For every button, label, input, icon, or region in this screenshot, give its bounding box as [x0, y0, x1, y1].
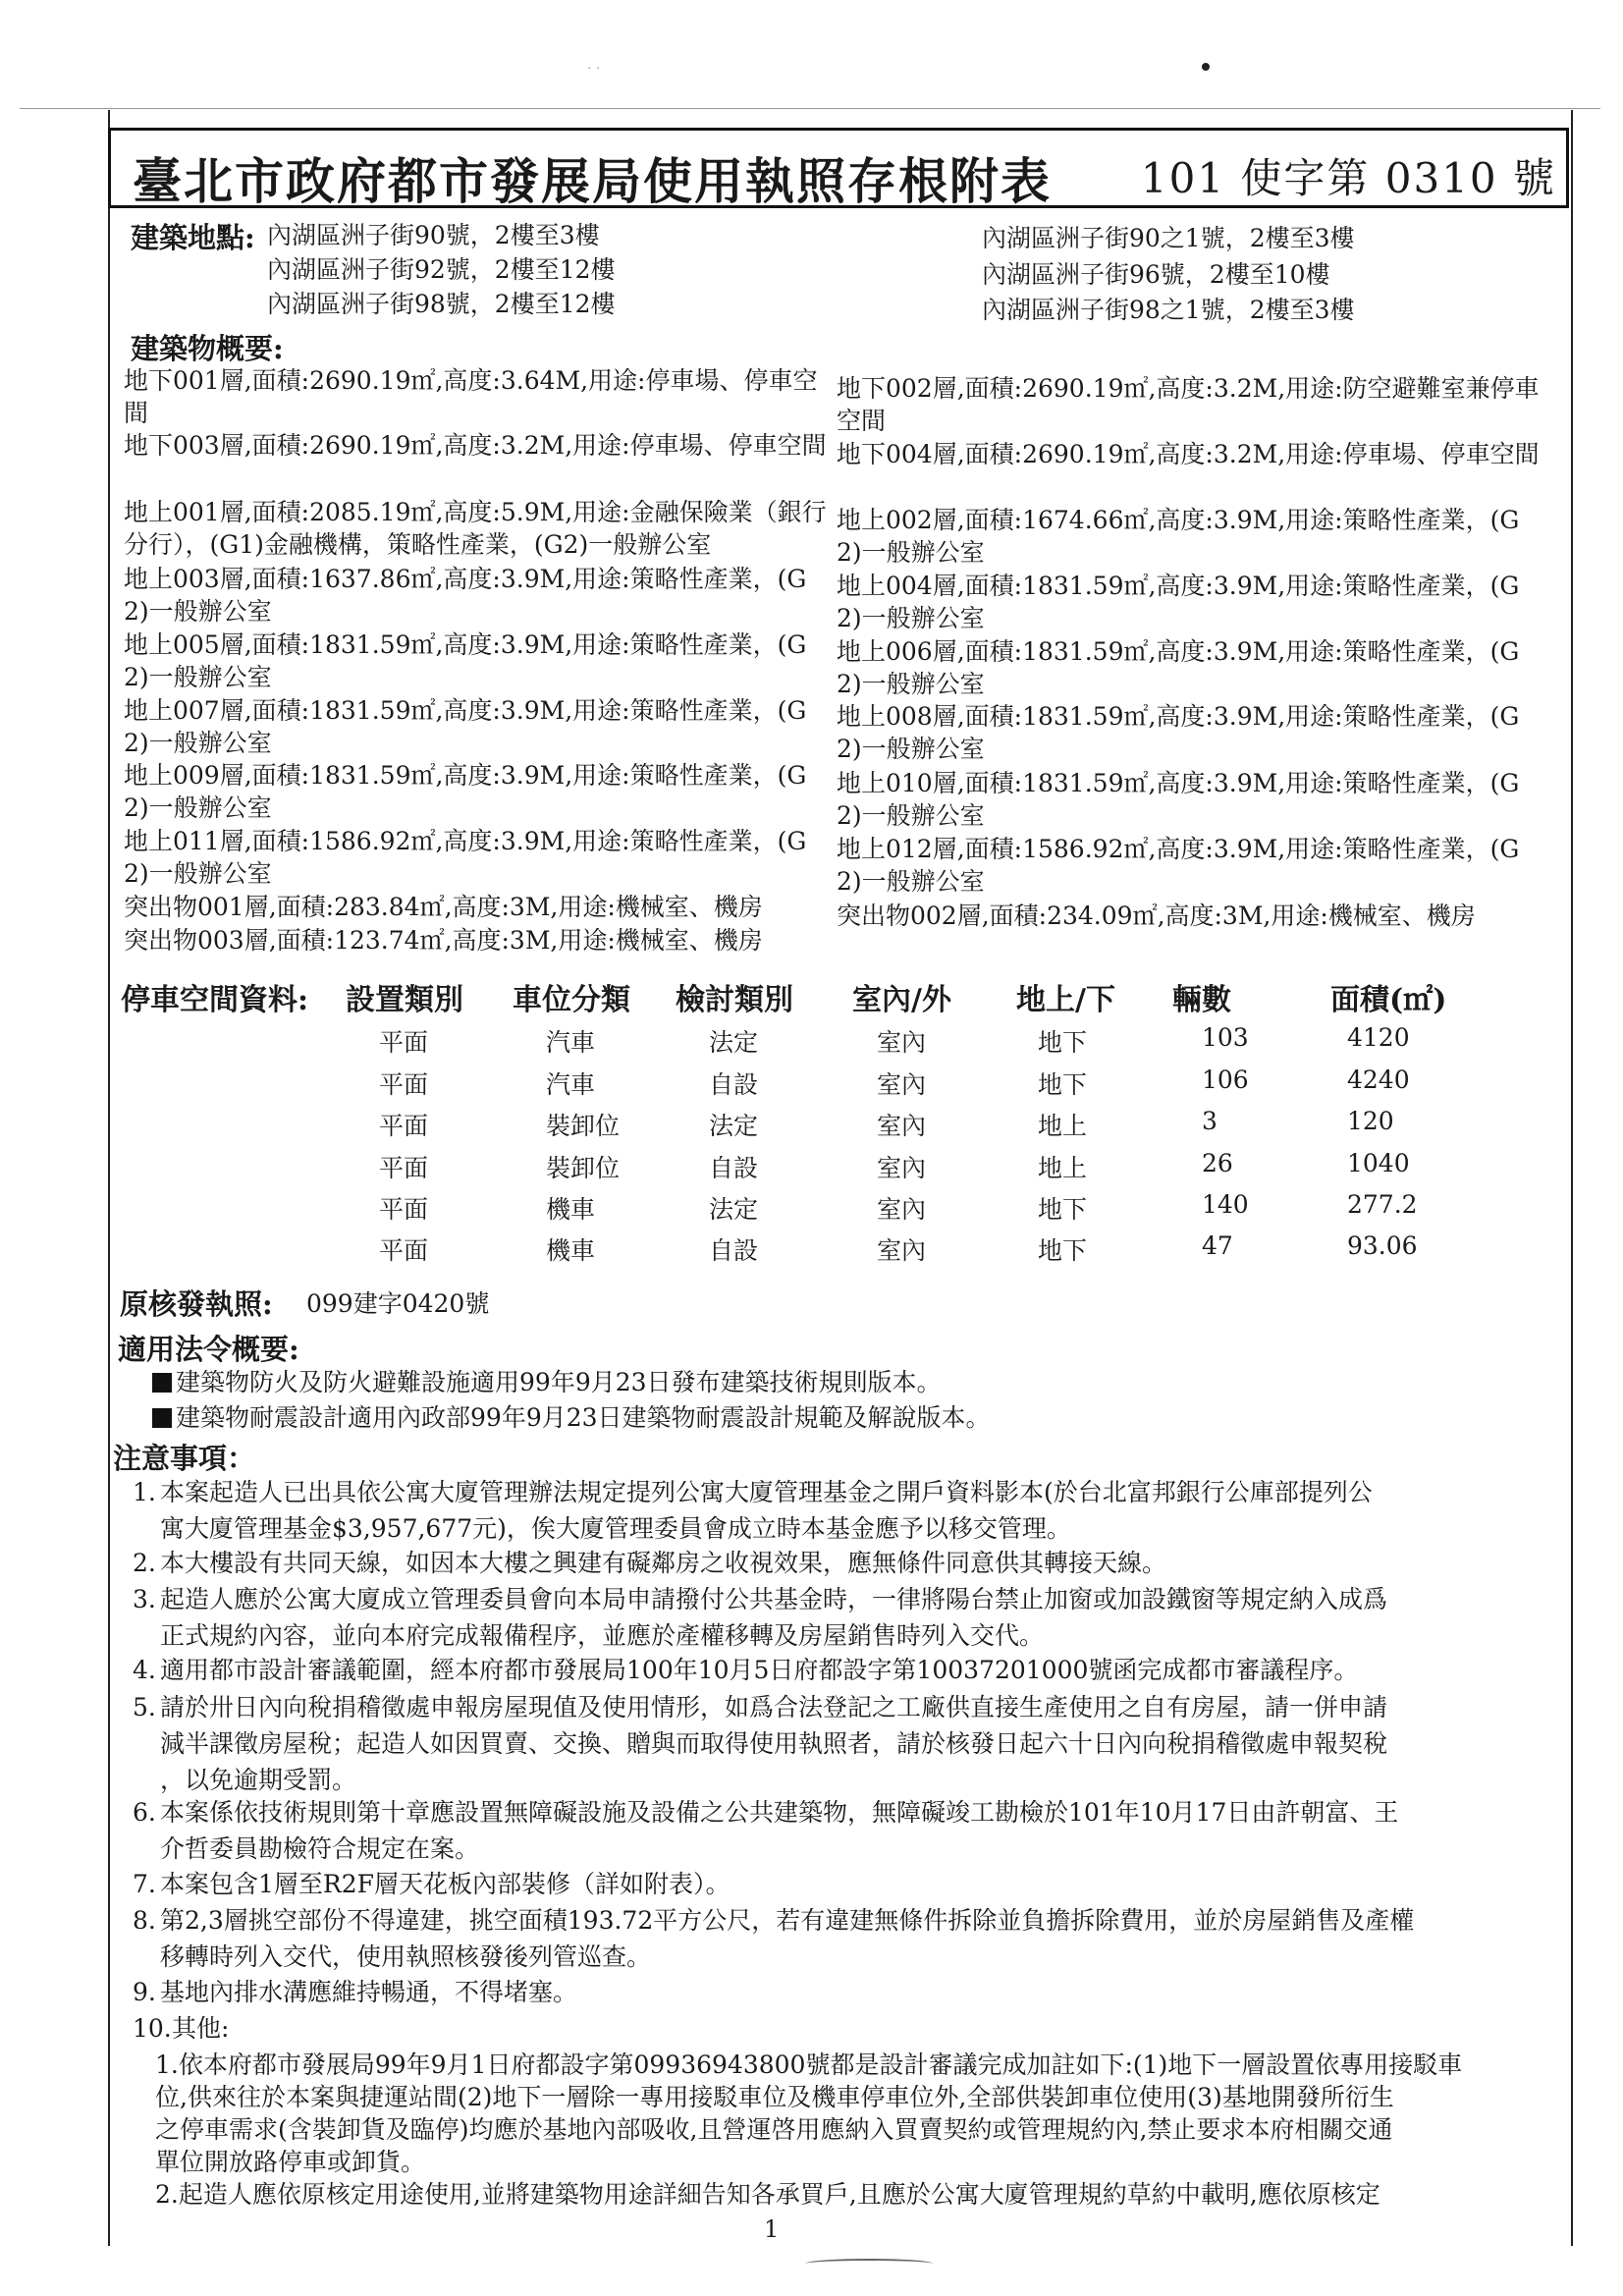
floor-b2: 地下002層,面積:2690.19㎡,高度:3.2M,用途:防空避難室兼停車空間 — [837, 374, 1540, 435]
scan-dot — [1202, 63, 1210, 71]
note-line: 正式規約內容，並向本府完成報備程序，並應於產權移轉及房屋銷售時列入交代。 — [160, 1621, 1045, 1650]
parking-cell: 自設 — [709, 1236, 759, 1265]
parking-cell: 平面 — [379, 1154, 429, 1182]
note-item — [133, 1974, 1546, 2010]
parking-cell: 汽車 — [546, 1070, 596, 1099]
parking-cell: 平面 — [379, 1195, 429, 1224]
parking-cell: 法定 — [709, 1112, 759, 1140]
note-number: 6. — [133, 1798, 156, 1827]
parking-header-count: 輛數 — [1172, 983, 1231, 1017]
location-label: 建築地點: — [131, 221, 255, 254]
floor-10: 地上010層,面積:1831.59㎡,高度:3.9M,用途:策略性產業，(G2)一般辦公室 — [837, 769, 1520, 830]
original-license-value: 099建字0420號 — [306, 1289, 490, 1318]
document-title: 臺北市政府都市發展局使用執照存根附表 — [133, 152, 1052, 210]
note-number: 8. — [133, 1906, 156, 1935]
note-item — [133, 1474, 1546, 1547]
parking-cell: 地下 — [1038, 1070, 1088, 1099]
note-number: 7. — [133, 1870, 156, 1898]
location-left-2: 內湖區洲子街98號，2樓至12樓 — [267, 290, 616, 318]
parking-cell: 26 — [1202, 1149, 1233, 1177]
parking-cell: 法定 — [709, 1195, 759, 1224]
location-right-1: 內湖區洲子街96號，2樓至10樓 — [982, 260, 1330, 289]
other-line: 單位開放路停車或卸貨。 — [155, 2148, 426, 2176]
note-line: 適用都市設計審議範圍，經本府都市發展局100年10月5日府都設字第10037201000號函完成都市審議程序。 — [160, 1656, 1359, 1684]
parking-cell: 140 — [1202, 1190, 1249, 1219]
note-line: 移轉時列入交代，使用執照核發後列管巡查。 — [160, 1942, 652, 1971]
parking-cell: 室內 — [877, 1112, 927, 1140]
note-item — [133, 1866, 1546, 1902]
parking-cell: 1040 — [1347, 1149, 1410, 1177]
parking-cell: 地下 — [1038, 1195, 1088, 1224]
parking-header-review: 檢討類別 — [676, 983, 793, 1017]
parking-header-category: 車位分類 — [513, 983, 630, 1017]
floor-p3: 突出物003層,面積:123.74㎡,高度:3M,用途:機械室、機房 — [124, 926, 763, 955]
note-item — [133, 1652, 1546, 1688]
floor-1: 地上001層,面積:2085.19㎡,高度:5.9M,用途:金融保險業（銀行分行），(G1)金融機構，策略性產業，(G2)一般辦公室 — [124, 498, 827, 559]
location-left-0: 內湖區洲子街90號，2樓至3樓 — [267, 221, 600, 249]
parking-cell: 平面 — [379, 1236, 429, 1265]
floor-p1: 突出物001層,面積:283.84㎡,高度:3M,用途:機械室、機房 — [124, 893, 763, 921]
parking-cell: 汽車 — [546, 1028, 596, 1057]
note-line: 本案起造人已出具依公寓大廈管理辦法規定提列公寓大廈管理基金之開戶資料影本(於台北富邦銀行公庫部提列公 — [160, 1478, 1373, 1506]
scan-mark: · · — [587, 61, 601, 77]
note-number: 9. — [133, 1978, 156, 2006]
floor-4: 地上004層,面積:1831.59㎡,高度:3.9M,用途:策略性產業，(G2)一般辦公室 — [837, 572, 1520, 632]
floor-b4: 地下004層,面積:2690.19㎡,高度:3.2M,用途:停車場、停車空間 — [837, 440, 1540, 468]
parking-cell: 機車 — [546, 1236, 596, 1265]
page-number: 1 — [764, 2215, 780, 2243]
note-number: 2. — [133, 1549, 156, 1577]
parking-cell: 103 — [1202, 1023, 1249, 1052]
floor-12: 地上012層,面積:1586.92㎡,高度:3.9M,用途:策略性產業，(G2)一般辦公室 — [837, 835, 1520, 896]
parking-cell: 地上 — [1038, 1112, 1088, 1140]
parking-cell: 93.06 — [1347, 1231, 1418, 1260]
notes-label: 注意事項： — [113, 1442, 256, 1475]
parking-cell: 4120 — [1347, 1023, 1410, 1052]
floor-b3: 地下003層,面積:2690.19㎡,高度:3.2M,用途:停車場、停車空間 — [124, 431, 827, 460]
law-item — [152, 1398, 991, 1434]
parking-cell: 4240 — [1347, 1066, 1410, 1094]
floor-b1: 地下001層,面積:2690.19㎡,高度:3.64M,用途:停車場、停車空間 — [124, 366, 818, 427]
parking-cell: 3 — [1202, 1107, 1217, 1135]
note-item — [133, 1689, 1546, 1798]
note-line: ，以免逾期受罰。 — [160, 1766, 357, 1794]
other-line: 位,供來往於本案與捷運站間(2)地下一層除一專用接駁車位及機車停車位外,全部供裝卸車位使用(3)基地開發所衍生 — [155, 2083, 1394, 2111]
parking-cell: 室內 — [877, 1195, 927, 1224]
parking-cell: 自設 — [709, 1070, 759, 1099]
parking-row — [0, 1066, 1623, 1105]
location-left-1: 內湖區洲子街92號，2樓至12樓 — [267, 255, 616, 284]
note-number: 3. — [133, 1585, 156, 1613]
note-line: 基地內排水溝應維持暢通，不得堵塞。 — [160, 1978, 578, 2006]
bullet-square-icon — [152, 1373, 172, 1393]
note-line: 減半課徵房屋稅；起造人如因買賣、交換、贈與而取得使用執照者，請於核發日起六十日內向稅捐稽徵處申報契稅 — [160, 1729, 1388, 1758]
parking-row — [0, 1231, 1623, 1271]
note-line: 本案係依技術規則第十章應設置無障礙設施及設備之公共建築物，無障礙竣工勘檢於101年10月17日由許朝富、王 — [160, 1798, 1399, 1827]
law-text: 建築物耐震設計適用內政部99年9月23日建築物耐震設計規範及解說版本。 — [176, 1403, 991, 1432]
parking-cell: 機車 — [546, 1195, 596, 1224]
parking-cell: 平面 — [379, 1070, 429, 1099]
note-number: 4. — [133, 1656, 156, 1684]
parking-cell: 自設 — [709, 1154, 759, 1182]
note-item — [133, 1545, 1546, 1581]
location-right-0: 內湖區洲子街90之1號，2樓至3樓 — [982, 224, 1355, 252]
note-number: 10. — [133, 2014, 172, 2043]
floor-6: 地上006層,面積:1831.59㎡,高度:3.9M,用途:策略性產業，(G2)一般辦公室 — [837, 637, 1520, 698]
other-line: 2.起造人應依原核定用途使用,並將建築物用途詳細告知各承買戶,且應於公寓大廈管理規約草約中載明,應依原核定 — [155, 2180, 1380, 2209]
parking-row — [0, 1149, 1623, 1188]
parking-cell: 120 — [1347, 1107, 1394, 1135]
parking-cell: 室內 — [877, 1154, 927, 1182]
scan-mark-bottom — [805, 2259, 933, 2269]
note-item — [133, 1794, 1546, 1867]
parking-cell: 室內 — [877, 1028, 927, 1057]
parking-row — [0, 1023, 1623, 1063]
floor-7: 地上007層,面積:1831.59㎡,高度:3.9M,用途:策略性產業，(G2)一般辦公室 — [124, 696, 807, 757]
scan-edge — [20, 108, 1600, 109]
law-text: 建築物防火及防火避難設施適用99年9月23日發布建築技術規則版本。 — [176, 1368, 942, 1396]
note-line: 其他: — [172, 2014, 230, 2043]
note-item — [133, 1902, 1546, 1975]
parking-cell: 平面 — [379, 1112, 429, 1140]
parking-cell: 地下 — [1038, 1028, 1088, 1057]
note-line: 本案包含1層至R2F層天花板內部裝修（詳如附表）。 — [160, 1870, 730, 1898]
parking-cell: 47 — [1202, 1231, 1233, 1260]
license-number: 101 使字第 0310 號 — [1140, 154, 1556, 202]
overview-label: 建築物概要: — [131, 332, 284, 365]
parking-cell: 室內 — [877, 1236, 927, 1265]
original-license-label: 原核發執照: — [120, 1287, 273, 1321]
floor-9: 地上009層,面積:1831.59㎡,高度:3.9M,用途:策略性產業，(G2)一般辦公室 — [124, 761, 807, 822]
note-line: 起造人應於公寓大廈成立管理委員會向本局申請撥付公共基金時，一律將陽台禁止加窗或加設鐵窗等規定納入成爲 — [160, 1585, 1388, 1613]
note-line: 本大樓設有共同天線，如因本大樓之興建有礙鄰房之收視效果，應無條件同意供其轉接天線。 — [160, 1549, 1167, 1577]
law-item — [152, 1363, 942, 1398]
note-line: 介哲委員勘檢符合規定在案。 — [160, 1834, 480, 1863]
parking-header-indoor: 室內/外 — [852, 983, 951, 1017]
parking-cell: 106 — [1202, 1066, 1249, 1094]
title-box — [108, 128, 1569, 208]
laws-label: 適用法令概要: — [118, 1333, 299, 1366]
note-item — [133, 2010, 1546, 2047]
parking-cell: 地上 — [1038, 1154, 1088, 1182]
parking-row — [0, 1190, 1623, 1230]
note-line: 寓大廈管理基金$3,957,677元)，俟大廈管理委員會成立時本基金應予以移交管理。 — [160, 1514, 1071, 1543]
floor-5: 地上005層,面積:1831.59㎡,高度:3.9M,用途:策略性產業，(G2)一般辦公室 — [124, 630, 807, 691]
other-block — [155, 2049, 1540, 2211]
bullet-square-icon — [152, 1408, 172, 1428]
location-right-2: 內湖區洲子街98之1號，2樓至3樓 — [982, 296, 1355, 324]
parking-cell: 裝卸位 — [546, 1154, 621, 1182]
floor-p2: 突出物002層,面積:234.09㎡,高度:3M,用途:機械室、機房 — [837, 902, 1476, 930]
note-line: 第2,3層挑空部份不得違建，挑空面積193.72平方公尺，若有違建無條件拆除並負擔拆除費用，並於房屋銷售及產權 — [160, 1906, 1415, 1935]
parking-cell: 地下 — [1038, 1236, 1088, 1265]
floor-8: 地上008層,面積:1831.59㎡,高度:3.9M,用途:策略性產業，(G2)一般辦公室 — [837, 702, 1520, 763]
note-line: 請於卅日內向稅捐稽徵處申報房屋現值及使用情形，如爲合法登記之工廠供直接生產使用之自有房屋，請一併申請 — [160, 1693, 1388, 1722]
parking-header-level: 地上/下 — [1016, 983, 1115, 1017]
parking-label: 停車空間資料: — [121, 983, 309, 1017]
note-item — [133, 1581, 1546, 1654]
parking-cell: 277.2 — [1347, 1190, 1418, 1219]
parking-cell: 裝卸位 — [546, 1112, 621, 1140]
parking-cell: 室內 — [877, 1070, 927, 1099]
floor-11: 地上011層,面積:1586.92㎡,高度:3.9M,用途:策略性產業，(G2)一般辦公室 — [124, 827, 807, 888]
parking-row — [0, 1107, 1623, 1146]
floor-3: 地上003層,面積:1637.86㎡,高度:3.9M,用途:策略性產業，(G2)一般辦公室 — [124, 565, 807, 626]
parking-cell: 平面 — [379, 1028, 429, 1057]
parking-header-area: 面積(㎡) — [1330, 983, 1447, 1017]
floor-2: 地上002層,面積:1674.66㎡,高度:3.9M,用途:策略性產業，(G2)一般辦公室 — [837, 506, 1520, 567]
parking-cell: 法定 — [709, 1028, 759, 1057]
note-number: 1. — [133, 1478, 156, 1506]
other-line: 1.依本府都市發展局99年9月1日府都設字第09936943800號都是設計審議完成加註如下:(1)地下一層設置依專用接駁車 — [155, 2050, 1463, 2079]
other-line: 之停車需求(含裝卸貨及臨停)均應於基地內部吸收,且營運啓用應納入買賣契約或管理規約內,禁止要求本府相關交通 — [155, 2115, 1393, 2144]
note-number: 5. — [133, 1693, 156, 1722]
parking-header-type: 設置類別 — [346, 983, 463, 1017]
